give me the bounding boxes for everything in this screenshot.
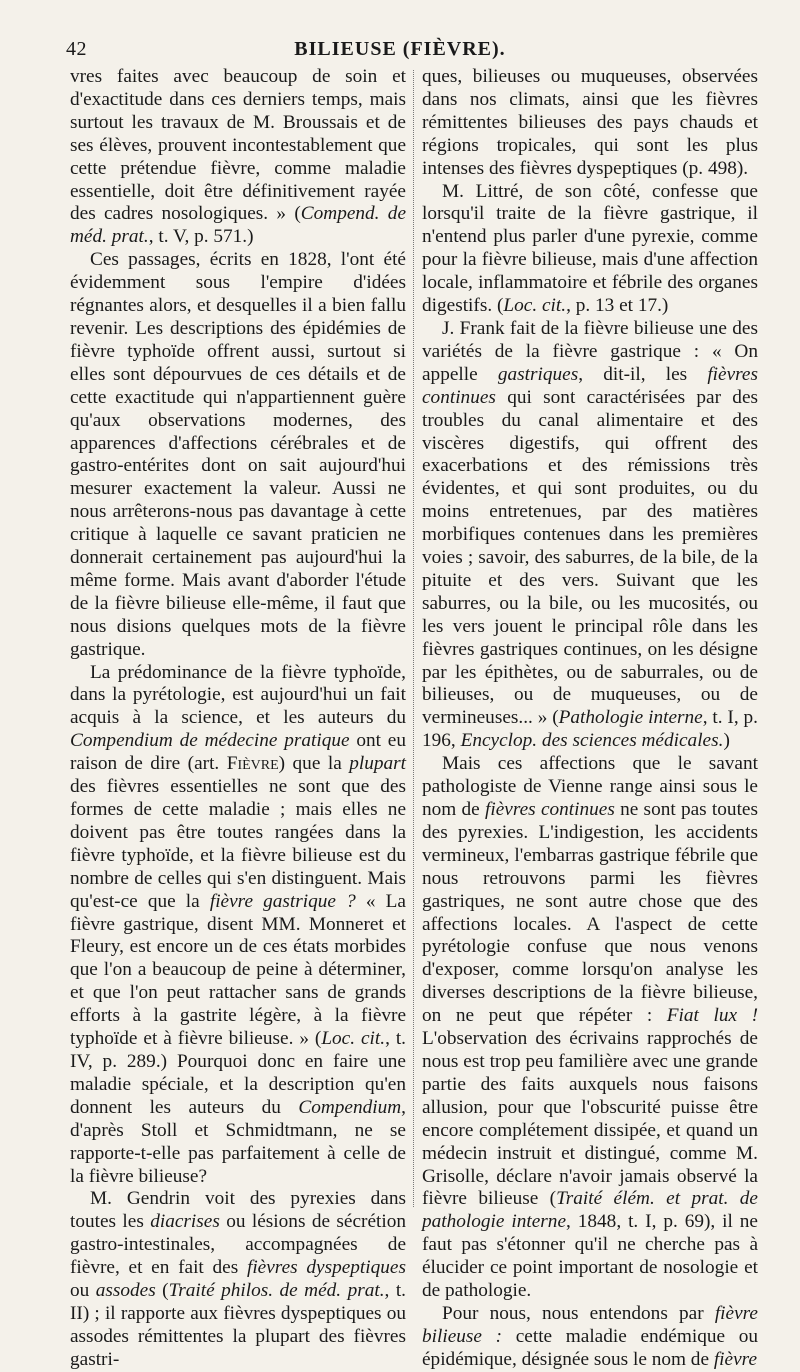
paragraph: M. Littré, de son côté, confesse que lorsqu'il traite de la fièvre gastrique, il n'entend plus parler d'une pyrexie, comme pour la fièvre bilieuse, mais d'une affection locale, inflammatoire et fébrile des organes digestifs. (Loc. cit., p. 13 et 17.) [422,180,758,317]
paragraph: M. Gendrin voit des pyrexies dans toutes les diacrises ou lésions de sécrétion gastro-intestinales, accompagnées de fièvre, et en fait des fièvres dyspeptiques ou assodes (Traité philos. de méd. prat., t. II) ; il rapporte aux fièvres dyspeptiques ou assodes rémittentes la plupart des fièvres gastri- [70,1188,406,1370]
right-column [422,66,758,1370]
running-header [66,38,734,68]
column-divider [413,70,414,1207]
paragraph: ques, bilieuses ou muqueuses, observées dans nos climats, ainsi que les fièvres rémittentes bilieuses des pays chauds et régions tropicales, qui sont les plus intenses des fièvres dyspeptiques (p. 498). [422,66,758,179]
paragraph: Pour nous, nous entendons par fièvre bilieuse : cette maladie endémique ou épidémique, désignée sous le nom de fièvre [422,1302,758,1370]
paragraph: Mais ces affections que le savant pathologiste de Vienne range ainsi sous le nom de fièvres continues ne sont pas toutes des pyrexies. L'indigestion, les accidents vermineux, l'embarras gastrique fébrile que nous retrouvons parmi les fièvres gastriques, ne sont autre chose que des affections locales. A l'aspect de cette pyrétologie confuse que nous venons d'exposer, comme lorsqu'on analyse les diverses descriptions de la fièvre bilieuse, on ne peut que répéter : Fiat lux ! L'observation des écrivains rapprochés de nous est trop peu familière avec une grande partie des faits auxquels nous faisons allusion, pour que l'obscurité puisse être encore complétement dissipée, et quand un médecin instruit et distingué, comme M. Grisolle, déclare n'avoir jamais observé la fièvre bilieuse (Traité élém. et prat. de pathologie interne, 1848, t. I, p. 69), il ne faut pas s'étonner qu'il ne cherche pas à élucider ce point important de nosologie et de pathologie. [422,753,758,1302]
paragraph: La prédominance de la fièvre typhoïde, dans la pyrétologie, est aujourd'hui un fait acquis à la science, et les auteurs du Compendium de médecine pratique ont eu raison de dire (art. Fièvre) que la plupart des fièvres essentielles ne sont que des formes de cette maladie ; mais elles ne doivent pas être toutes rangées dans la fièvre typhoïde, et la fièvre bilieuse est du nombre de celles qui s'en distinguent. Mais qu'est-ce que la fièvre gastrique ? « La fièvre gastrique, disent MM. Monneret et Fleury, est encore un de ces états morbides que l'on a beaucoup de peine à déterminer, et que l'on peut rattacher sans de grands efforts à la gastrite légère, à la fièvre typhoïde et à fièvre bilieuse. » (Loc. cit., t. IV, p. 289.) Pourquoi donc en faire une maladie spéciale, et la description qu'en donnent les auteurs du Compendium, d'après Stoll et Schmidtmann, ne se rapporte-t-elle pas parfaitement à celle de la fièvre bilieuse? [70,661,406,1187]
paragraph: vres faites avec beaucoup de soin et d'exactitude dans ces derniers temps, mais surtout les travaux de M. Broussais et de ses élèves, prouvent incontestablement que cette prétendue fièvre, comme maladie essentielle, doit être définitivement rayée des cadres nosologiques. » (Compend. de méd. prat., t. V, p. 571.) [70,66,407,248]
left-column [70,66,407,1370]
page-title: BILIEUSE (FIÈVRE). [294,38,506,60]
paragraph: Ces passages, écrits en 1828, l'ont été évidemment sous l'empire d'idées régnantes alors, et desquelles il a bien fallu revenir. Les descriptions des épidémies de fièvre typhoïde offrent aussi, surtout si elles sont dépourvues de ces détails et de cette exactitude qui n'appartiennent guère qu'aux observations modernes, des apparences d'affections cérébrales et de gastro-entérites dont on sait aujourd'hui mesurer exactement la valeur. Aussi ne nous arrêterons-nous pas davantage à cette critique à laquelle ce savant praticien ne donnerait certainement pas aujourd'hui la même forme. Mais avant d'aborder l'étude de la fièvre bilieuse elle-même, il faut que nous disions quelques mots de la fièvre gastrique. [70,249,406,660]
page-number: 42 [66,38,87,60]
paragraph: J. Frank fait de la fièvre bilieuse une des variétés de la fièvre gastrique : « On appelle gastriques, dit-il, les fièvres continues qui sont caractérisées par des troubles du canal alimentaire et des viscères digestifs, qui offrent des exacerbations et des rémissions très évidentes, et qui sont produites, ou du moins entretenues, par des matières morbifiques contenues dans les premières voies ; savoir, des saburres, de la bile, de la pituite et des vers. Suivant que les saburres, ou la bile, ou les mucosités, ou les vers jouent le principal rôle dans les fièvres gastriques continues, on les désigne par les épithètes, ou de saburrales, ou de bilieuses, ou de muqueuses, ou de vermineuses... » (Pathologie interne, t. I, p. 196, Encyclop. des sciences médicales.) [422,317,758,752]
